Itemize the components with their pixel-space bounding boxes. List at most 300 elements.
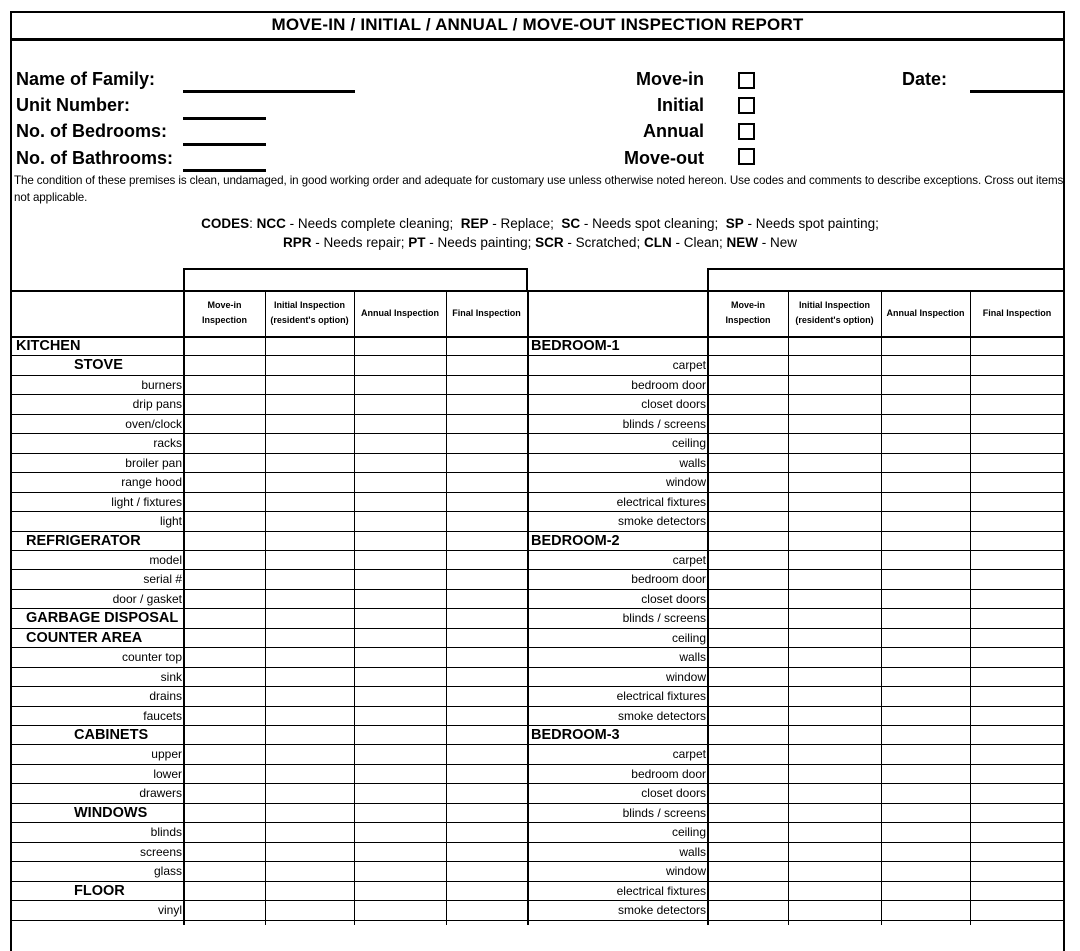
left-cell[interactable] — [355, 668, 445, 685]
right-cell[interactable] — [971, 901, 1063, 918]
left-cell[interactable] — [447, 415, 526, 432]
right-cell[interactable] — [709, 823, 787, 840]
right-item-carpet: carpet — [672, 747, 706, 762]
right-cell[interactable] — [709, 454, 787, 471]
left-cell[interactable] — [447, 901, 526, 918]
right-item-smoke-detectors: smoke detectors — [617, 708, 706, 723]
code-cln-desc: Clean; — [683, 235, 723, 250]
left-cell[interactable] — [266, 648, 353, 665]
right-cell[interactable] — [709, 609, 787, 626]
left-cell[interactable] — [266, 493, 353, 510]
right-item-electrical-fixtures: electrical fixtures — [616, 494, 706, 509]
right-cell[interactable] — [971, 551, 1063, 568]
right-cell[interactable] — [882, 843, 969, 860]
left-cell[interactable] — [447, 473, 526, 490]
code-ncc-desc: Needs complete cleaning; — [297, 216, 454, 231]
move-in-label: Move-in — [635, 69, 704, 89]
codes-line-2: RPR - Needs repair; PT - Needs painting; SCR - Scratched; CLN - Clean; NEW - New — [282, 235, 798, 250]
right-cell[interactable] — [789, 551, 880, 568]
left-cell[interactable] — [266, 784, 353, 801]
left-cell[interactable] — [185, 376, 264, 393]
right-cell[interactable] — [709, 687, 787, 704]
right-item-blinds-screens: blinds / screens — [622, 416, 706, 431]
left-cell[interactable] — [266, 512, 353, 529]
left-cell[interactable] — [355, 823, 445, 840]
left-item-upper: upper — [151, 747, 182, 762]
right-cell[interactable] — [789, 570, 880, 587]
right-cell[interactable] — [971, 570, 1063, 587]
right-cell[interactable] — [789, 609, 880, 626]
right-cell[interactable] — [882, 668, 969, 685]
left-cell[interactable] — [447, 590, 526, 607]
left-cell[interactable] — [355, 493, 445, 510]
right-cell[interactable] — [882, 784, 969, 801]
left-cell[interactable] — [447, 843, 526, 860]
unit-number-label: Unit Number: — [16, 95, 130, 115]
right-cell[interactable] — [971, 804, 1063, 821]
right-cell[interactable] — [971, 668, 1063, 685]
right-cell[interactable] — [789, 493, 880, 510]
left-cell[interactable] — [185, 395, 264, 412]
no-of-bathrooms-label: No. of Bathrooms: — [16, 148, 173, 168]
left-cell[interactable] — [447, 668, 526, 685]
right-cell[interactable] — [882, 862, 969, 879]
left-item-door-gasket: door / gasket — [112, 591, 182, 606]
right-item-closet-doors: closet doors — [641, 591, 706, 606]
code-sc-desc: Needs spot cleaning; — [592, 216, 719, 231]
left-cell[interactable] — [185, 473, 264, 490]
right-cell[interactable] — [789, 434, 880, 451]
left-cell[interactable] — [355, 784, 445, 801]
annual-label: Annual — [643, 121, 704, 141]
left-cell[interactable] — [447, 551, 526, 568]
code-sp-desc: Needs spot painting; — [755, 216, 879, 231]
left-item-screens: screens — [139, 844, 182, 859]
left-cell[interactable] — [266, 590, 353, 607]
right-cell[interactable] — [971, 862, 1063, 879]
left-cell[interactable] — [185, 434, 264, 451]
left-cell[interactable] — [185, 862, 264, 879]
right-cell[interactable] — [789, 707, 880, 724]
right-item-walls: walls — [679, 844, 706, 859]
left-cell[interactable] — [355, 843, 445, 860]
right-cell[interactable] — [709, 356, 787, 373]
left-section-stove: STOVE — [74, 357, 123, 374]
left-item-drains: drains — [149, 689, 182, 704]
initial-label: Initial — [656, 95, 704, 115]
left-cell[interactable] — [266, 707, 353, 724]
left-cell[interactable] — [447, 570, 526, 587]
right-cell[interactable] — [709, 804, 787, 821]
right-item-carpet: carpet — [672, 358, 706, 373]
right-cell[interactable] — [971, 493, 1063, 510]
right-cell[interactable] — [971, 454, 1063, 471]
left-cell[interactable] — [185, 745, 264, 762]
left-cell[interactable] — [185, 512, 264, 529]
left-cell[interactable] — [185, 493, 264, 510]
right-item-electrical-fixtures: electrical fixtures — [616, 689, 706, 704]
right-cell[interactable] — [709, 765, 787, 782]
right-cell[interactable] — [709, 707, 787, 724]
right-cell[interactable] — [789, 590, 880, 607]
left-cell[interactable] — [266, 454, 353, 471]
right-cell[interactable] — [709, 784, 787, 801]
right-item-ceiling: ceiling — [671, 436, 706, 451]
right-cell[interactable] — [882, 415, 969, 432]
left-cell[interactable] — [266, 570, 353, 587]
right-cell[interactable] — [789, 415, 880, 432]
right-cell[interactable] — [882, 707, 969, 724]
left-cell[interactable] — [447, 707, 526, 724]
right-cell[interactable] — [971, 882, 1063, 899]
left-cell[interactable] — [185, 551, 264, 568]
right-cell[interactable] — [882, 629, 969, 646]
right-cell[interactable] — [882, 493, 969, 510]
column-header-right-2: Initial Inspection (resident's option) — [795, 300, 874, 325]
right-cell[interactable] — [789, 376, 880, 393]
left-section-refrigerator: REFRIGERATOR — [26, 532, 141, 549]
left-cell[interactable] — [355, 687, 445, 704]
left-cell[interactable] — [266, 862, 353, 879]
left-item-range-hood: range hood — [121, 475, 182, 490]
code-rpr: RPR — [282, 235, 312, 250]
left-cell[interactable] — [266, 843, 353, 860]
right-item-blinds-screens: blinds / screens — [622, 805, 706, 820]
right-cell[interactable] — [971, 395, 1063, 412]
right-cell[interactable] — [971, 629, 1063, 646]
name-of-family-label: Name of Family: — [16, 69, 156, 89]
left-cell[interactable] — [185, 784, 264, 801]
row-line — [527, 920, 1064, 921]
right-item-electrical-fixtures: electrical fixtures — [616, 883, 706, 898]
right-cell[interactable] — [971, 707, 1063, 724]
right-item-ceiling: ceiling — [671, 630, 706, 645]
right-cell[interactable] — [709, 629, 787, 646]
right-item-closet-doors: closet doors — [641, 786, 706, 801]
left-cell[interactable] — [355, 512, 445, 529]
right-cell[interactable] — [709, 882, 787, 899]
left-cell[interactable] — [447, 454, 526, 471]
left-cell[interactable] — [355, 648, 445, 665]
left-cell[interactable] — [185, 668, 264, 685]
right-item-blinds-screens: blinds / screens — [622, 611, 706, 626]
right-cell[interactable] — [882, 901, 969, 918]
left-item-serial-: serial # — [143, 572, 182, 587]
left-section-windows: WINDOWS — [74, 804, 148, 821]
code-pt: PT — [408, 235, 426, 250]
code-new-desc: New — [770, 235, 798, 250]
right-cell[interactable] — [789, 395, 880, 412]
code-scr-desc: Scratched; — [575, 235, 641, 250]
left-cell[interactable] — [185, 843, 264, 860]
right-item-walls: walls — [679, 455, 706, 470]
date-field[interactable] — [970, 90, 1064, 93]
left-section-kitchen: KITCHEN — [16, 338, 81, 354]
right-cell[interactable] — [971, 823, 1063, 840]
right-cell[interactable] — [789, 668, 880, 685]
code-rep-desc: Replace; — [500, 216, 554, 231]
right-cell[interactable] — [971, 473, 1063, 490]
left-cell[interactable] — [185, 454, 264, 471]
left-item-counter-top: counter top — [121, 650, 182, 665]
right-cell[interactable] — [789, 454, 880, 471]
left-cell[interactable] — [355, 862, 445, 879]
right-cell[interactable] — [971, 512, 1063, 529]
right-cell[interactable] — [789, 745, 880, 762]
right-cell[interactable] — [882, 765, 969, 782]
right-cell[interactable] — [882, 687, 969, 704]
left-item-burners: burners — [141, 377, 182, 392]
left-cell[interactable] — [266, 687, 353, 704]
right-section-bedroom-1: BEDROOM-1 — [531, 338, 620, 354]
right-cell[interactable] — [789, 843, 880, 860]
right-cell[interactable] — [709, 395, 787, 412]
left-cell[interactable] — [355, 570, 445, 587]
left-cell[interactable] — [447, 395, 526, 412]
left-item-light-fixtures: light / fixtures — [111, 494, 182, 509]
left-item-drawers: drawers — [139, 786, 182, 801]
left-cell[interactable] — [355, 765, 445, 782]
right-section-bedroom-2: BEDROOM-2 — [531, 532, 620, 549]
code-new: NEW — [726, 235, 759, 250]
right-cell[interactable] — [789, 629, 880, 646]
initial-checkbox[interactable] — [738, 97, 755, 114]
code-rpr-desc: Needs repair; — [323, 235, 405, 250]
right-item-smoke-detectors: smoke detectors — [617, 903, 706, 918]
column-header-left-2: Initial Inspection (resident's option) — [270, 300, 349, 325]
left-cell[interactable] — [447, 862, 526, 879]
left-cell[interactable] — [266, 415, 353, 432]
code-ncc: NCC — [256, 216, 286, 231]
left-item-vinyl: vinyl — [157, 903, 182, 918]
column-header-right-3: Annual Inspection — [886, 307, 965, 318]
left-cell[interactable] — [447, 823, 526, 840]
left-cell[interactable] — [185, 415, 264, 432]
left-cell[interactable] — [447, 648, 526, 665]
column-header-right-1: Move-in Inspection — [725, 300, 771, 325]
right-cell[interactable] — [789, 882, 880, 899]
right-cell[interactable] — [971, 590, 1063, 607]
left-item-light: light — [159, 514, 182, 529]
left-cell[interactable] — [447, 376, 526, 393]
left-cell[interactable] — [185, 648, 264, 665]
column-band-top — [184, 268, 527, 270]
right-cell[interactable] — [971, 784, 1063, 801]
right-cell[interactable] — [882, 356, 969, 373]
left-section-cabinets: CABINETS — [74, 727, 149, 743]
left-cell[interactable] — [447, 765, 526, 782]
left-cell[interactable] — [355, 395, 445, 412]
column-header-right-4: Final Inspection — [982, 307, 1052, 318]
left-cell[interactable] — [185, 687, 264, 704]
right-cell[interactable] — [789, 473, 880, 490]
right-cell[interactable] — [709, 862, 787, 879]
column-header-left-3: Annual Inspection — [360, 307, 439, 318]
column-header-left-4: Final Inspection — [452, 307, 521, 318]
right-item-ceiling: ceiling — [671, 825, 706, 840]
right-cell[interactable] — [971, 356, 1063, 373]
right-cell[interactable] — [709, 745, 787, 762]
right-cell[interactable] — [882, 745, 969, 762]
left-cell[interactable] — [447, 512, 526, 529]
left-cell[interactable] — [355, 590, 445, 607]
right-item-smoke-detectors: smoke detectors — [617, 514, 706, 529]
left-cell[interactable] — [447, 745, 526, 762]
left-cell[interactable] — [185, 570, 264, 587]
right-cell[interactable] — [971, 609, 1063, 626]
column-header-left-1: Move-in Inspection — [201, 300, 247, 325]
left-item-faucets: faucets — [143, 708, 182, 723]
left-cell[interactable] — [355, 434, 445, 451]
name-of-family-field[interactable] — [183, 90, 355, 93]
right-cell[interactable] — [709, 376, 787, 393]
left-cell[interactable] — [266, 901, 353, 918]
left-section-garbage-disposal: GARBAGE DISPOSAL — [26, 610, 179, 627]
right-cell[interactable] — [789, 687, 880, 704]
left-cell[interactable] — [185, 823, 264, 840]
right-cell[interactable] — [882, 376, 969, 393]
left-cell[interactable] — [447, 784, 526, 801]
right-cell[interactable] — [789, 784, 880, 801]
code-cln: CLN — [643, 235, 672, 250]
right-cell[interactable] — [789, 804, 880, 821]
code-scr: SCR — [535, 235, 564, 250]
left-cell[interactable] — [185, 765, 264, 782]
right-cell[interactable] — [971, 745, 1063, 762]
left-cell[interactable] — [185, 901, 264, 918]
right-cell[interactable] — [882, 648, 969, 665]
right-cell[interactable] — [882, 512, 969, 529]
right-item-window: window — [665, 864, 706, 879]
left-cell[interactable] — [355, 901, 445, 918]
right-cell[interactable] — [709, 415, 787, 432]
left-cell[interactable] — [266, 551, 353, 568]
right-cell[interactable] — [971, 843, 1063, 860]
left-cell[interactable] — [266, 434, 353, 451]
condition-note: The condition of these premises is clean, undamaged, in good working order and adequate for customary use unless otherwise noted hereon. Use codes and comments to describe exceptions. Cross out items not applicable. — [14, 174, 1064, 204]
left-cell[interactable] — [266, 745, 353, 762]
left-cell[interactable] — [355, 707, 445, 724]
move-out-checkbox[interactable] — [738, 148, 755, 165]
left-cell[interactable] — [447, 434, 526, 451]
annual-checkbox[interactable] — [738, 123, 755, 140]
left-cell[interactable] — [266, 823, 353, 840]
left-cell[interactable] — [266, 376, 353, 393]
right-cell[interactable] — [971, 376, 1063, 393]
left-item-glass: glass — [153, 864, 182, 879]
left-item-sink: sink — [160, 669, 182, 684]
right-section-bedroom-3: BEDROOM-3 — [531, 727, 620, 743]
right-cell[interactable] — [882, 395, 969, 412]
left-cell[interactable] — [185, 707, 264, 724]
code-pt-desc: Needs painting; — [437, 235, 532, 250]
right-cell[interactable] — [882, 473, 969, 490]
no-of-bedrooms-field[interactable] — [183, 143, 266, 146]
left-cell[interactable] — [355, 376, 445, 393]
right-cell[interactable] — [789, 648, 880, 665]
right-cell[interactable] — [971, 415, 1063, 432]
codes-line-1: CODES: NCC - Needs complete cleaning; REP - Replace; SC - Needs spot cleaning; SP - Needs spot painting; — [201, 216, 879, 231]
right-cell[interactable] — [971, 687, 1063, 704]
right-cell[interactable] — [709, 551, 787, 568]
unit-number-field[interactable] — [183, 117, 266, 120]
column-band-top — [708, 268, 1064, 270]
codes-label: CODES — [201, 216, 250, 231]
right-cell[interactable] — [709, 648, 787, 665]
left-cell[interactable] — [355, 454, 445, 471]
right-item-closet-doors: closet doors — [641, 397, 706, 412]
right-item-carpet: carpet — [672, 552, 706, 567]
left-section-counter-area: COUNTER AREA — [26, 629, 143, 646]
right-cell[interactable] — [789, 862, 880, 879]
left-section-floor: FLOOR — [74, 882, 125, 899]
move-in-checkbox[interactable] — [738, 72, 755, 89]
right-cell[interactable] — [789, 901, 880, 918]
right-cell[interactable] — [882, 609, 969, 626]
column-band-right-border — [526, 268, 528, 290]
left-cell[interactable] — [185, 590, 264, 607]
report-title: MOVE-IN / INITIAL / ANNUAL / MOVE-OUT INSPECTION REPORT — [10, 11, 1065, 41]
left-cell[interactable] — [266, 395, 353, 412]
left-cell[interactable] — [355, 415, 445, 432]
right-cell[interactable] — [882, 882, 969, 899]
column-band-right-border — [1063, 268, 1065, 290]
left-cell[interactable] — [355, 551, 445, 568]
right-cell[interactable] — [971, 434, 1063, 451]
right-cell[interactable] — [709, 668, 787, 685]
code-sc: SC — [561, 216, 581, 231]
right-cell[interactable] — [882, 570, 969, 587]
right-cell[interactable] — [971, 648, 1063, 665]
right-cell[interactable] — [709, 493, 787, 510]
right-item-bedroom-door: bedroom door — [631, 572, 706, 587]
right-cell[interactable] — [882, 434, 969, 451]
left-item-lower: lower — [153, 766, 182, 781]
right-item-walls: walls — [679, 650, 706, 665]
left-cell[interactable] — [266, 668, 353, 685]
right-cell[interactable] — [789, 765, 880, 782]
row-line — [12, 920, 527, 921]
right-cell[interactable] — [709, 570, 787, 587]
right-cell[interactable] — [789, 823, 880, 840]
left-item-drip-pans: drip pans — [132, 397, 182, 412]
left-item-blinds: blinds — [150, 825, 182, 840]
right-cell[interactable] — [709, 434, 787, 451]
right-cell[interactable] — [709, 512, 787, 529]
right-cell[interactable] — [882, 454, 969, 471]
right-cell[interactable] — [789, 512, 880, 529]
right-cell[interactable] — [709, 590, 787, 607]
left-cell[interactable] — [355, 473, 445, 490]
right-cell[interactable] — [882, 551, 969, 568]
left-cell[interactable] — [266, 765, 353, 782]
right-cell[interactable] — [789, 356, 880, 373]
date-label: Date: — [902, 69, 948, 89]
left-cell[interactable] — [355, 745, 445, 762]
left-cell[interactable] — [266, 473, 353, 490]
right-cell[interactable] — [971, 765, 1063, 782]
left-cell[interactable] — [447, 493, 526, 510]
right-cell[interactable] — [882, 823, 969, 840]
left-item-model: model — [149, 552, 182, 567]
right-cell[interactable] — [882, 804, 969, 821]
right-cell[interactable] — [709, 843, 787, 860]
left-item-racks: racks — [153, 436, 182, 451]
right-cell[interactable] — [709, 901, 787, 918]
left-cell[interactable] — [447, 687, 526, 704]
right-cell[interactable] — [882, 590, 969, 607]
right-cell[interactable] — [709, 473, 787, 490]
